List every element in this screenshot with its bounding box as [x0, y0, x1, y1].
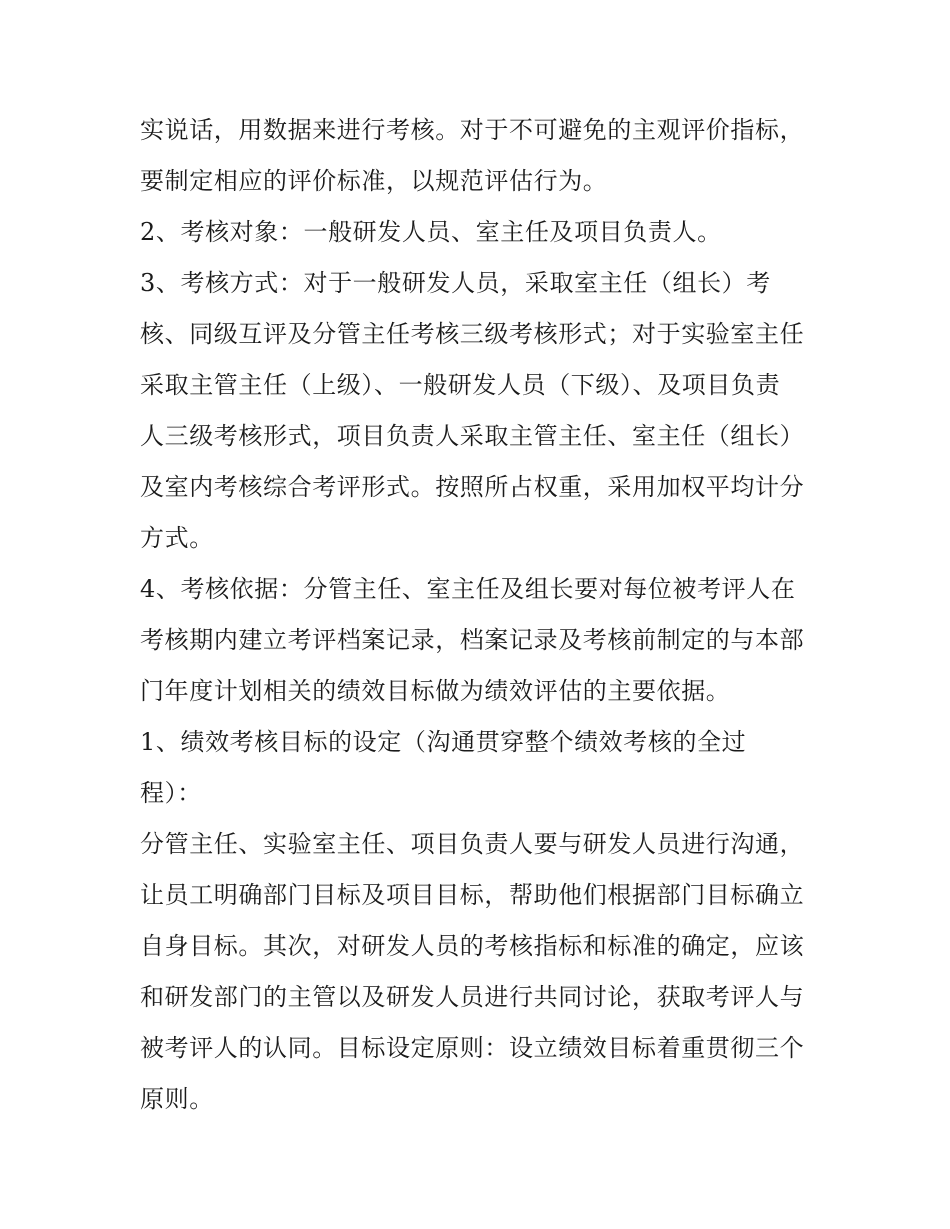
- text-line-20: 原则。: [140, 1085, 214, 1113]
- text-line-17: 自身目标。其次，对研发人员的考核指标和标准的确定，应该: [140, 932, 805, 960]
- text-line-6: 采取主管主任（上级）、一般研发人员（下级）、及项目负责: [140, 371, 781, 399]
- text-line-14: 程）：: [140, 779, 202, 807]
- text-line-16: 让员工明确部门目标及项目目标，帮助他们根据部门目标确立: [140, 881, 805, 909]
- text-line-7: 人三级考核形式，项目负责人采取主管主任、室主任（组长）: [140, 422, 805, 450]
- text-line-18: 和研发部门的主管以及研发人员进行共同讨论，获取考评人与: [140, 983, 805, 1011]
- text-line-9: 方式。: [140, 524, 214, 552]
- text-line-13: 1、绩效考核目标的设定（沟通贯穿整个绩效考核的全过: [140, 728, 747, 756]
- text-line-5: 核、同级互评及分管主任考核三级考核形式；对于实验室主任: [140, 320, 805, 348]
- text-line-11: 考核期内建立考评档案记录，档案记录及考核前制定的与本部: [140, 626, 805, 654]
- text-line-15: 分管主任、实验室主任、项目负责人要与研发人员进行沟通，: [140, 830, 805, 858]
- text-line-4: 3、考核方式：对于一般研发人员，采取室主任（组长）考: [140, 269, 771, 297]
- text-line-12: 门年度计划相关的绩效目标做为绩效评估的主要依据。: [140, 677, 731, 705]
- text-line-2: 要制定相应的评价标准，以规范评估行为。: [140, 167, 608, 195]
- text-line-1: 实说话，用数据来进行考核。对于不可避免的主观评价指标，: [140, 116, 805, 144]
- document-body: [140, 105, 820, 1125]
- text-line-3: 2、考核对象：一般研发人员、室主任及项目负责人。: [140, 218, 722, 246]
- text-line-19: 被考评人的认同。目标设定原则：设立绩效目标着重贯彻三个: [140, 1034, 805, 1062]
- text-line-10: 4、考核依据：分管主任、室主任及组长要对每位被考评人在: [140, 575, 796, 603]
- text-line-8: 及室内考核综合考评形式。按照所占权重，采用加权平均计分: [140, 473, 805, 501]
